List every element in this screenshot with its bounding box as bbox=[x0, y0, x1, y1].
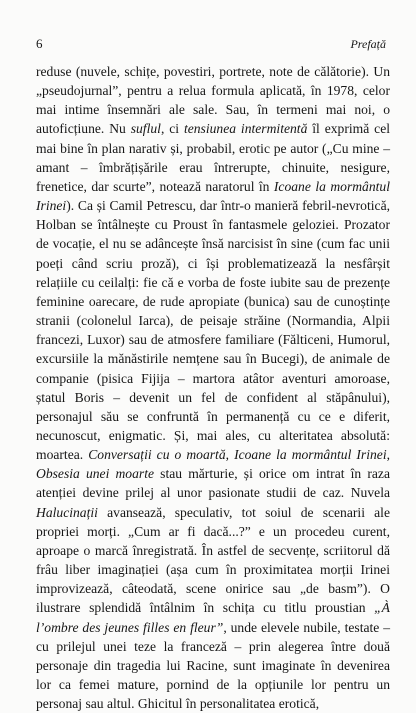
text-run: ). Ca și Camil Petrescu, dar într-o manieră febril-nevrotică, Holban se întâlnește cu Proust în fantasmele geloziei. Prozator de vocație, el nu se adâncește însă narcisist în sine (cum fac unii poeți când scriu proză), ci își problematizează la nesfârșit relațiile cu ceilalți: fie că e vorba de foste iubite sau de prezențe feminine oarecare, de rude apropiate (bunica) sau de cunoștințe stranii (colonelul Iarca), de peisaje străine (Normandia, Alpii francezi, Luxor) sau de atmosfere familiare (Fălticeni, Humorul, excursiile la mănăstirile nemțene sau în Bucegi), de animale de companie (pisica Fijija – martora atâtor aventuri amoroase, ștatul Boris – devenit un fel de confident al stăpânului), personajul său se confruntă în permanență cu ce e diferit, necunoscut, enigmatic. Și, mai ales, cu alteritatea absolută: moartea. bbox=[36, 198, 390, 463]
italic-text: Obsesia unei moarte bbox=[36, 466, 155, 482]
running-head: Prefață bbox=[350, 37, 386, 51]
italic-text: „À l’ombre des jeunes filles en fleur” bbox=[36, 600, 390, 635]
text-run: avansează, speculativ, tot soiul de scenarii ale propriei morți. „Cum ar fi dacă...?” e un procedeu curent, aproape o marcă înregistrată. În astfel de secvențe, scriitorul dă frâu liber imaginației (așa cum în proximitatea morții Irinei improvizează, câteodată, scene onirice sau „de basm”). O ilustrare splendidă întâlnim în schița cu titlu proustian bbox=[36, 504, 390, 616]
italic-text: tensiunea intermitentă bbox=[183, 121, 308, 137]
italic-text: Halucinații bbox=[36, 504, 98, 520]
italic-text: suflul bbox=[130, 121, 161, 137]
page-number: 6 bbox=[36, 36, 43, 51]
body-text bbox=[36, 62, 390, 713]
text-run: , unde elevele nubile, testate – cu prilejul unei teze la franceză – prin alegerea între două personaje din tragedia lui Racine, sunt imaginate în devenirea lor ca femei mature, pornind de la opțiunile lor pentru un personaj sau altul. Ghicitul în personalitatea erotică, bbox=[36, 619, 390, 712]
body-paragraph bbox=[36, 62, 390, 713]
text-run: reduse (nuvele, schițe, povestiri, portrete, note de călătorie). Un „pseudojurnal”, pentru a relua formula aplicată, în 1978, celor mai intime însemnări ale sale. Sau, în termeni mai noi, o autoficțiune. Nu bbox=[36, 64, 390, 137]
italic-text: Icoane la mormântul Irinei bbox=[234, 447, 387, 463]
text-run: , bbox=[386, 447, 390, 463]
text-run: , ci bbox=[160, 121, 184, 137]
text-run: stau mărturie, și orice om intrat în raza atenției devine prilej al unor pasionate studii de caz. Nuvela bbox=[36, 466, 391, 501]
italic-text: Icoane la mormântul Irinei bbox=[36, 178, 390, 214]
text-run: îl exprimă cel mai bine în plan narativ și, probabil, erotic pe autor („Cu mine – amant – îmbrățișările erau întrerupte, chinuite, nesigure, frenetice, dar scurte”, notează naratorul în bbox=[36, 121, 390, 194]
italic-text: Conversații cu o moartă bbox=[88, 447, 226, 463]
text-run: , bbox=[225, 447, 235, 463]
